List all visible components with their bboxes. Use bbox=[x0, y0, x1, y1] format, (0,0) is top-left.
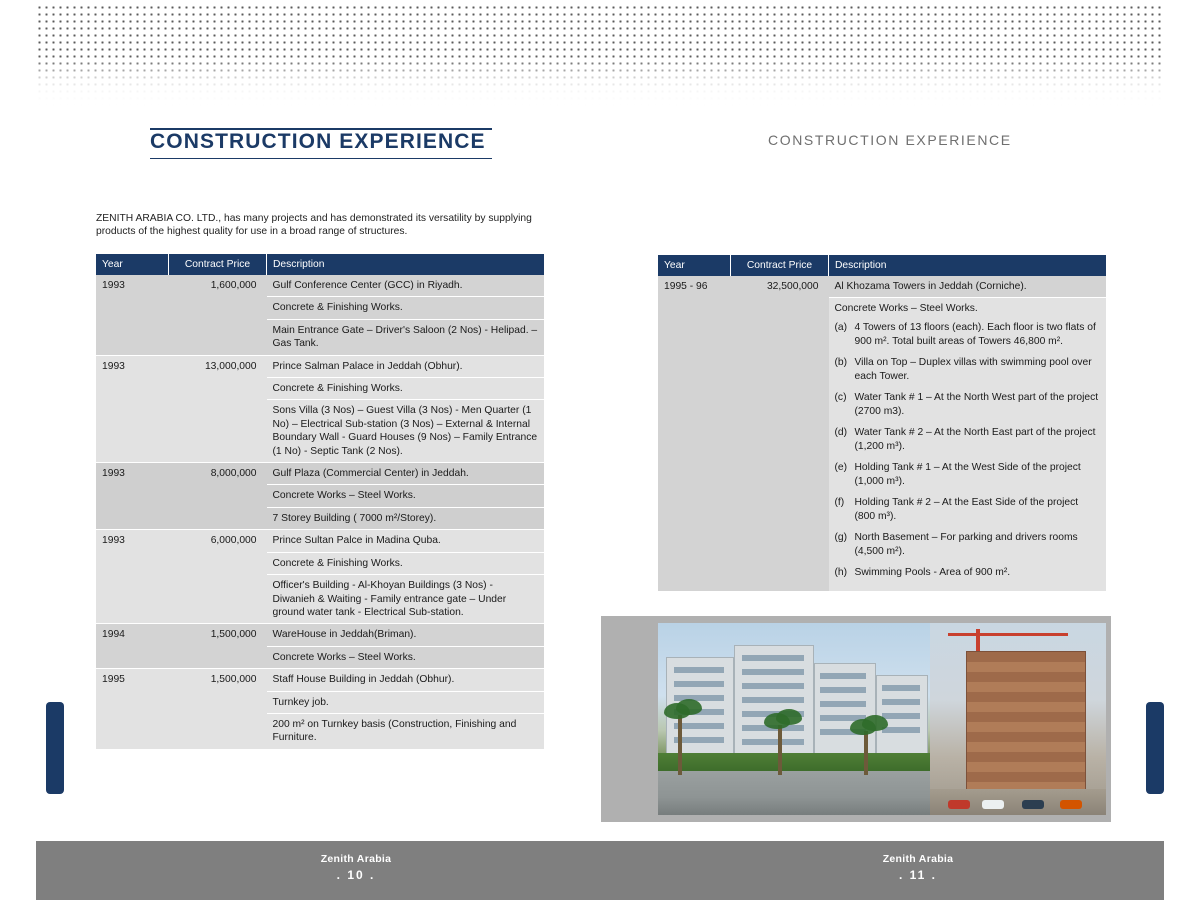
cell-year: 1995 - 96 bbox=[658, 276, 731, 592]
cell-description: Prince Salman Palace in Jeddah (Obhur). bbox=[267, 355, 545, 377]
table-row bbox=[658, 276, 1106, 298]
list-item bbox=[835, 356, 1101, 384]
cell-description: Gulf Conference Center (GCC) in Riyadh. bbox=[267, 275, 545, 297]
cell-price: 1,600,000 bbox=[169, 275, 267, 355]
footer-right bbox=[768, 853, 1068, 882]
cell-description: Staff House Building in Jeddah (Obhur). bbox=[267, 669, 545, 691]
page-title-right: CONSTRUCTION EXPERIENCE bbox=[768, 132, 1012, 148]
page-title-left: CONSTRUCTION EXPERIENCE bbox=[150, 130, 486, 153]
spine-tab-right bbox=[1146, 702, 1164, 794]
list-item bbox=[835, 566, 1101, 580]
experience-table-right bbox=[658, 255, 1106, 592]
footer-bar bbox=[36, 841, 1164, 900]
cell-year: 1993 bbox=[96, 275, 169, 355]
list-item-label: (a) bbox=[834, 322, 848, 334]
cell-description: Gulf Plaza (Commercial Center) in Jeddah. bbox=[267, 463, 545, 485]
cell-year: 1993 bbox=[96, 463, 169, 530]
list-item-label: (e) bbox=[834, 462, 848, 474]
column-header-year: Year bbox=[96, 254, 169, 275]
table-row bbox=[96, 355, 544, 377]
footer-brand-left: Zenith Arabia bbox=[320, 853, 392, 865]
project-photo-montage bbox=[658, 623, 1106, 815]
table-row bbox=[96, 275, 544, 297]
cell-description-heading: Al Khozama Towers in Jeddah (Corniche). bbox=[829, 276, 1107, 298]
list-item-label: (g) bbox=[834, 532, 848, 544]
cell-description: Main Entrance Gate – Driver's Saloon (2 Nos) - Helipad. – Gas Tank. bbox=[267, 319, 545, 355]
cell-description: Officer's Building - Al-Khoyan Buildings (3 Nos) - Diwanieh & Waiting - Family entrance gate – Under ground water tank - Electrical Sub-station. bbox=[267, 575, 545, 624]
cell-year: 1993 bbox=[96, 530, 169, 624]
cell-price: 13,000,000 bbox=[169, 355, 267, 462]
list-item bbox=[835, 461, 1101, 489]
cell-description: Concrete Works – Steel Works. bbox=[267, 485, 545, 507]
photo-residential-towers bbox=[658, 623, 930, 815]
list-item-text: 4 Towers of 13 floors (each). Each floor is two flats of 900 m². Total built areas of Towers 46,800 m². bbox=[854, 322, 1096, 348]
list-item-text: Holding Tank # 1 – At the West Side of the project (1,000 m³). bbox=[854, 462, 1081, 488]
list-item-label: (f) bbox=[834, 497, 845, 509]
cell-description: Turnkey job. bbox=[267, 691, 545, 713]
cell-description-details bbox=[829, 298, 1107, 592]
list-item-label: (b) bbox=[834, 357, 848, 369]
cell-price: 6,000,000 bbox=[169, 530, 267, 624]
list-item bbox=[835, 321, 1101, 349]
column-header-description: Description bbox=[267, 254, 545, 275]
intro-paragraph: ZENITH ARABIA CO. LTD., has many projects and has demonstrated its versatility by supplying products of the highest quality for use in a broad range of structures. bbox=[96, 213, 532, 237]
list-item-text: Holding Tank # 2 – At the East Side of the project (800 m³). bbox=[854, 497, 1079, 523]
table-row bbox=[96, 463, 544, 485]
column-header-description: Description bbox=[829, 255, 1107, 276]
cell-year: 1995 bbox=[96, 669, 169, 750]
list-item-text: Villa on Top – Duplex villas with swimming pool over each Tower. bbox=[854, 357, 1092, 383]
column-header-price: Contract Price bbox=[169, 254, 267, 275]
cell-description: Concrete & Finishing Works. bbox=[267, 552, 545, 574]
list-item-label: (c) bbox=[834, 392, 847, 404]
column-header-price: Contract Price bbox=[731, 255, 829, 276]
description-subheading: Concrete Works – Steel Works. bbox=[834, 303, 978, 315]
cell-description: Concrete & Finishing Works. bbox=[267, 378, 545, 400]
page-margin-left bbox=[0, 0, 36, 841]
footer-brand-right: Zenith Arabia bbox=[882, 853, 954, 865]
cell-description: WareHouse in Jeddah(Briman). bbox=[267, 624, 545, 646]
table-row bbox=[96, 669, 544, 691]
list-item bbox=[835, 531, 1101, 559]
cell-price: 1,500,000 bbox=[169, 624, 267, 669]
cell-price: 32,500,000 bbox=[731, 276, 829, 592]
experience-table-left bbox=[96, 254, 544, 750]
cell-description: Concrete Works – Steel Works. bbox=[267, 646, 545, 668]
cell-description: Sons Villa (3 Nos) – Guest Villa (3 Nos) - Men Quarter (1 No) – Electrical Sub-station (3 Nos) – External & Internal Boundary Wall - Guard Houses (9 Nos) – Family Entrance (1 No) - Septic Tank (2 Nos). bbox=[267, 400, 545, 463]
list-item-label: (d) bbox=[834, 427, 848, 439]
list-item-label: (h) bbox=[834, 567, 848, 579]
table-header-row bbox=[96, 254, 544, 275]
list-item bbox=[835, 391, 1101, 419]
footer-left bbox=[206, 853, 506, 882]
cell-description: Prince Sultan Palce in Madina Quba. bbox=[267, 530, 545, 552]
list-item bbox=[835, 496, 1101, 524]
cell-description: Concrete & Finishing Works. bbox=[267, 297, 545, 319]
list-item-text: North Basement – For parking and drivers rooms (4,500 m²). bbox=[854, 532, 1078, 558]
table-row bbox=[96, 624, 544, 646]
title-rule-bottom bbox=[150, 158, 492, 159]
cell-price: 1,500,000 bbox=[169, 669, 267, 750]
cell-year: 1994 bbox=[96, 624, 169, 669]
table-row bbox=[96, 530, 544, 552]
spine-tab-left bbox=[46, 702, 64, 794]
list-item-text: Swimming Pools - Area of 900 m². bbox=[854, 567, 1011, 579]
cell-year: 1993 bbox=[96, 355, 169, 462]
page-number-left: . 10 . bbox=[336, 868, 376, 882]
table-header-row bbox=[658, 255, 1106, 276]
dot-pattern-header bbox=[36, 4, 1164, 108]
list-item bbox=[835, 426, 1101, 454]
cell-description: 200 m² on Turnkey basis (Construction, Finishing and Furniture. bbox=[267, 713, 545, 749]
description-body bbox=[835, 302, 1101, 580]
list-item-text: Water Tank # 1 – At the North West part of the project (2700 m3). bbox=[854, 392, 1099, 418]
list-item-text: Water Tank # 2 – At the North East part of the project (1,200 m³). bbox=[854, 427, 1096, 453]
column-header-year: Year bbox=[658, 255, 731, 276]
cell-price: 8,000,000 bbox=[169, 463, 267, 530]
photo-tower-under-construction bbox=[930, 623, 1106, 815]
cell-description: 7 Storey Building ( 7000 m²/Storey). bbox=[267, 507, 545, 529]
photo-panel bbox=[601, 616, 1111, 822]
page-number-right: . 11 . bbox=[898, 868, 938, 882]
